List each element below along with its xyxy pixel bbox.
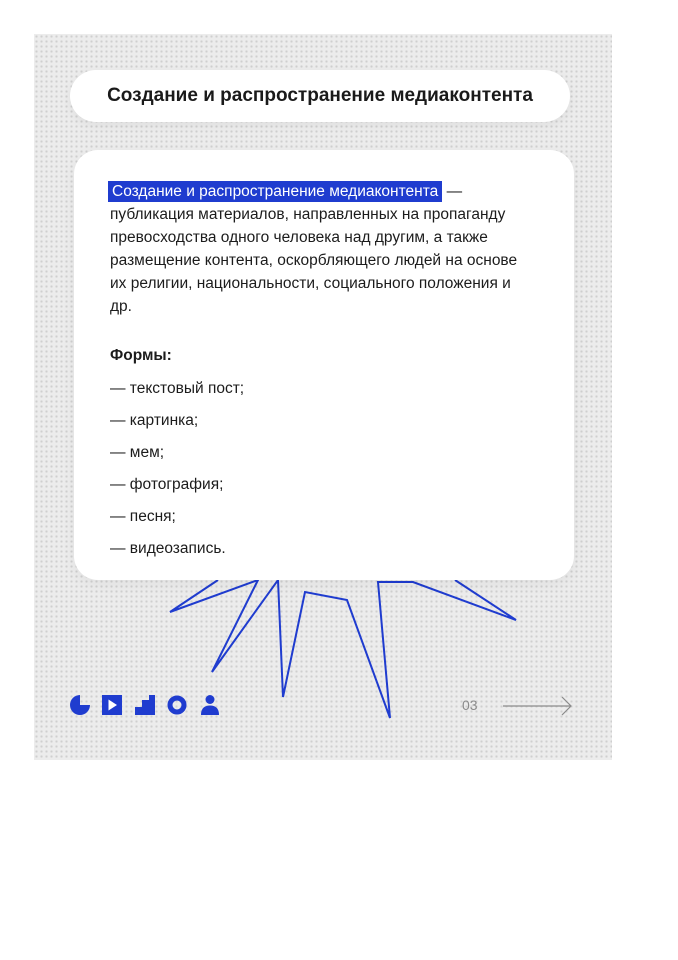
list-item: — песня; [110, 508, 176, 525]
person-icon [201, 695, 219, 715]
next-arrow-icon[interactable] [502, 695, 574, 717]
pie-shape-icon [70, 695, 90, 715]
definition-text: — публикация материалов, направленных на пропаганду превосходства одного человека над другим, а также размещение контента, оскорбляющего людей на основе их религии, национальности, социального положения и др. [110, 183, 518, 315]
list-item: — текстовый пост; [110, 380, 245, 397]
footer-icons [69, 694, 224, 716]
highlighted-term: Создание и распространение медиаконтента [108, 181, 442, 202]
list-item: — картинка; [110, 412, 199, 429]
ring-icon [170, 698, 184, 712]
content-card [74, 150, 574, 580]
forms-heading: Формы: [110, 347, 172, 364]
page-number: 03 [462, 697, 478, 713]
steps-icon [135, 695, 155, 715]
definition-paragraph [110, 180, 530, 318]
forms-list [110, 377, 530, 560]
play-square-icon [102, 695, 122, 715]
list-item: — фотография; [110, 476, 224, 493]
page-title: Создание и распространение медиаконтента [70, 70, 570, 122]
list-item: — видеозапись. [110, 540, 226, 557]
list-item: — мем; [110, 444, 165, 461]
